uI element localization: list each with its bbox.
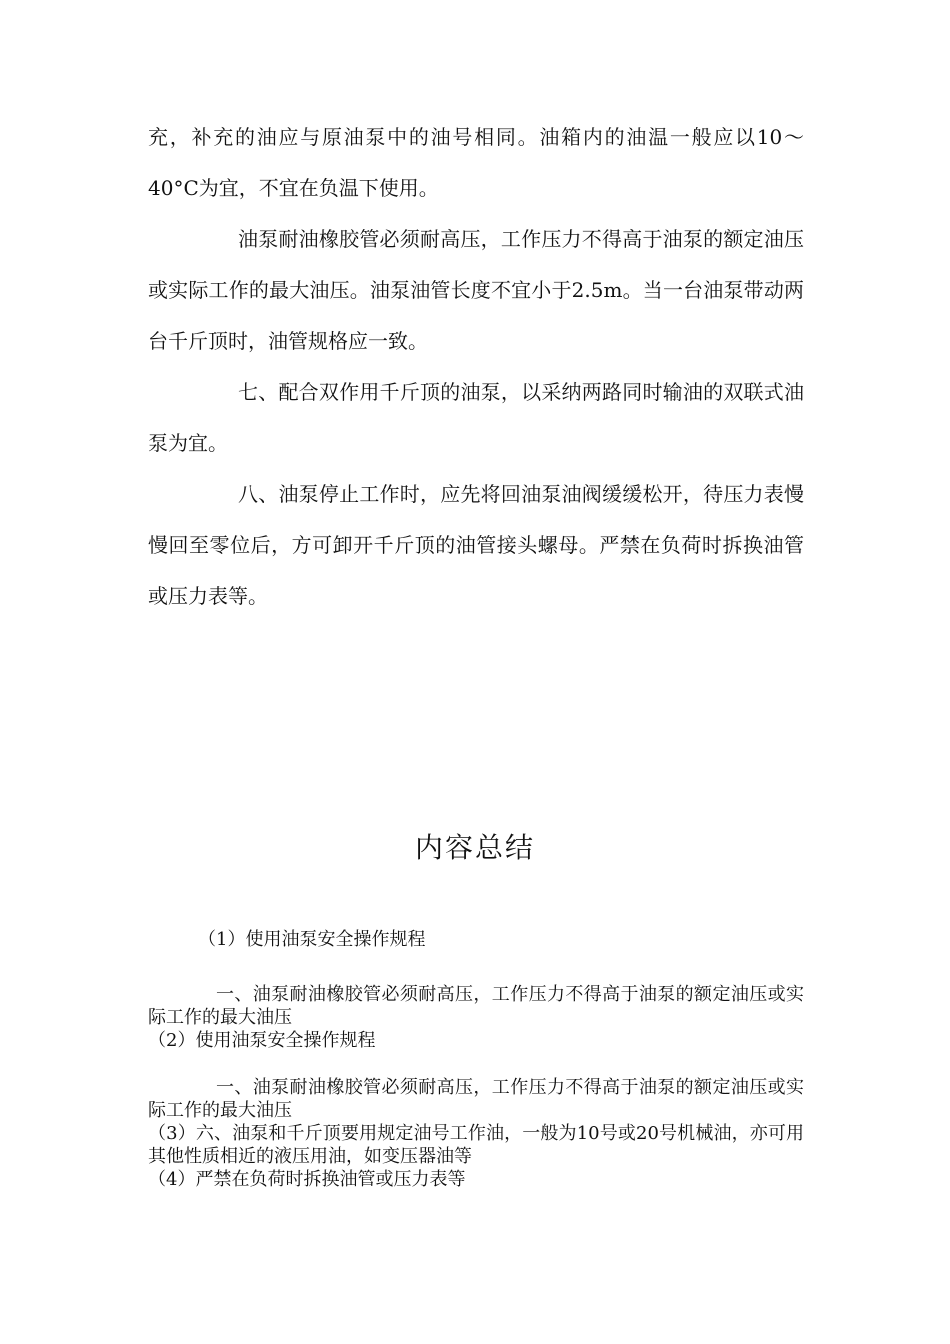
paragraph-hose: 油泵耐油橡胶管必须耐高压，工作压力不得高于油泵的额定油压或实际工作的最大油压。油泵油管长度不宜小于2.5m。当一台油泵带动两台千斤顶时，油管规格应一致。 bbox=[148, 227, 804, 353]
summary-item-2-detail: 一、油泵耐油橡胶管必须耐高压，工作压力不得高于油泵的额定油压或实际工作的最大油压 bbox=[148, 1077, 804, 1121]
paragraph-continuation: 充，补充的油应与原油泵中的油号相同。油箱内的油温一般应以10～40°C为宜，不宜在负温下使用。 bbox=[148, 125, 804, 200]
summary-item-1-detail: 一、油泵耐油橡胶管必须耐高压，工作压力不得高于油泵的额定油压或实际工作的最大油压 bbox=[148, 984, 804, 1028]
paragraph-item-7: 七、配合双作用千斤顶的油泵，以采纳两路同时输油的双联式油泵为宜。 bbox=[148, 380, 804, 455]
summary-item-4: （4）严禁在负荷时拆换油管或压力表等 bbox=[148, 1169, 466, 1190]
summary-section bbox=[148, 928, 804, 1191]
summary-item-2: （2）使用油泵安全操作规程 bbox=[148, 1030, 376, 1051]
summary-item-1: （1）使用油泵安全操作规程 bbox=[198, 929, 426, 950]
summary-title: 内容总结 bbox=[414, 831, 535, 864]
summary-item-3: （3）六、油泵和千斤顶要用规定油号工作油，一般为10号或20号机械油，亦可用其他性质相近的液压用油，如变压器油等 bbox=[148, 1123, 804, 1167]
body-text bbox=[148, 112, 804, 622]
paragraph-item-8: 八、油泵停止工作时，应先将回油泵油阀缓缓松开，待压力表慢慢回至零位后，方可卸开千斤顶的油管接头螺母。严禁在负荷时拆换油管或压力表等。 bbox=[148, 482, 804, 608]
